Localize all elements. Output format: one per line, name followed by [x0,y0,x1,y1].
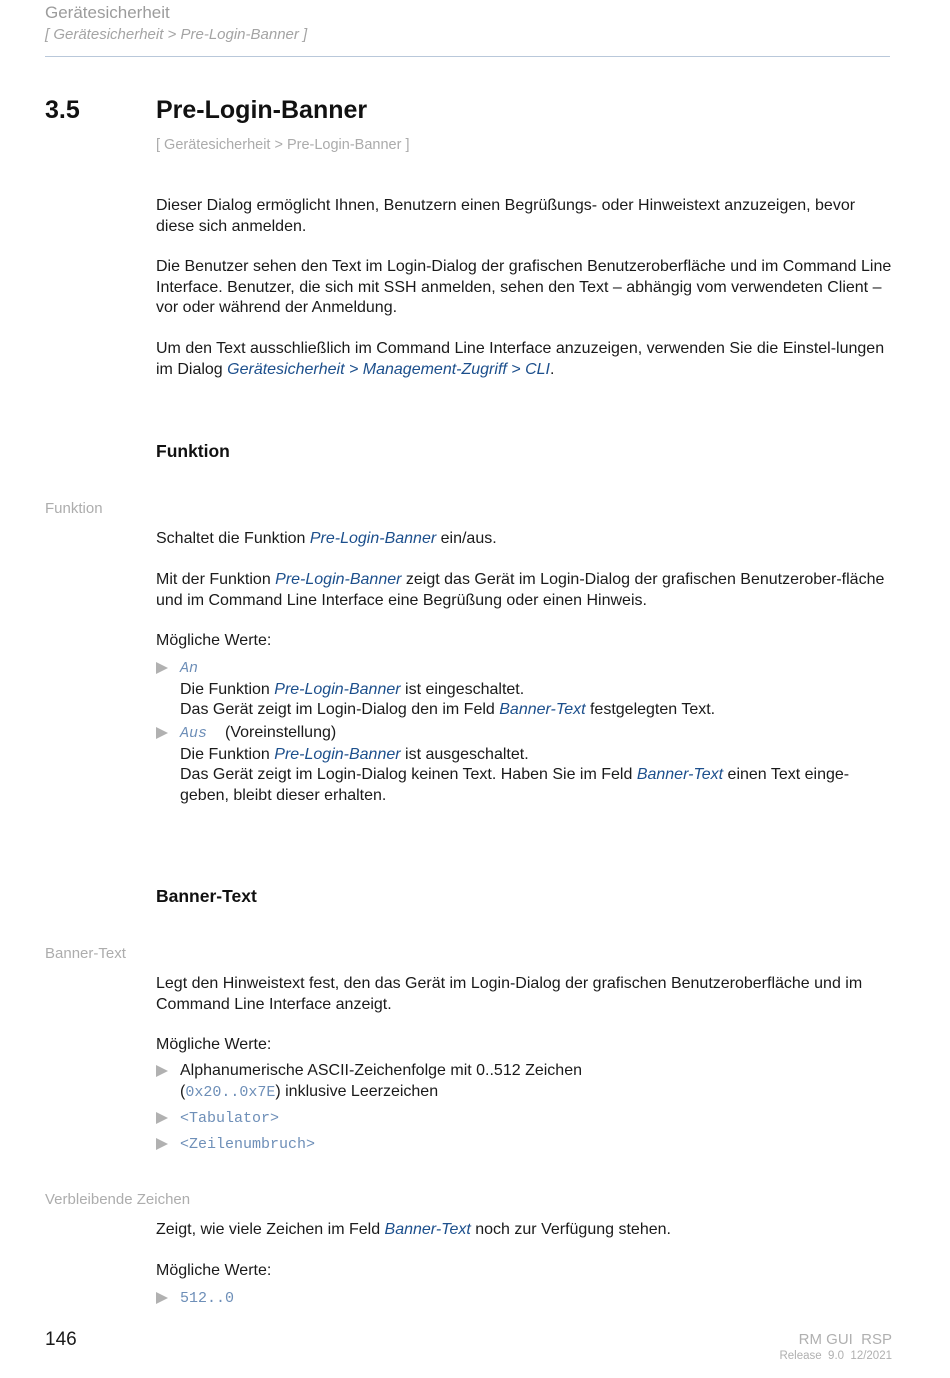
remaining-side-label: Verbleibende Zeichen [45,1191,191,1208]
funktion-paragraph-2 [156,570,896,611]
an-line-1: Die Funktion [180,680,275,698]
default-note: (Voreinstellung) [225,724,337,741]
running-header-title: Gerätesicherheit [45,3,170,22]
banner-text-link[interactable]: Banner-Text [499,701,586,718]
funktion-values-label: Mögliche Werte: [156,632,272,649]
pre-login-banner-link[interactable]: Pre-Login-Banner [274,680,401,698]
intro-paragraph-3 [156,339,896,380]
ascii-line-1: Alphanumerische ASCII-Zeichenfolge mit 0..512 Zeichen [180,1062,582,1079]
banner-text-paragraph: Legt den Hinweistext fest, den das Gerät im Login-Dialog der grafischen Benutzeroberfläche und im Command Line Interface anzeigt. [156,975,863,1013]
cli-dialog-link[interactable]: Gerätesicherheit > Management-Zugriff > CLI [227,360,550,378]
triangle-bullet-icon [156,1292,168,1304]
intro-paragraph-3-text: Um den Text ausschließlich im Command Line Interface anzuzeigen, verwenden Sie die Einstel-lungen im Dialog [156,340,885,378]
paren-open: ( [180,1082,186,1100]
pre-login-banner-link[interactable]: Pre-Login-Banner [309,530,437,547]
aus-line-1: Die Funktion [180,745,275,763]
triangle-bullet-icon [156,1065,168,1077]
list-item-zeilenumbruch [156,1134,896,1156]
intro-paragraph-1: Dieser Dialog ermöglicht Ihnen, Benutzern einen Begrüßungs- oder Hinweistext anzuzeigen, bevor diese sich anmelden. [156,197,856,235]
section-number: 3.5 [45,96,80,124]
funktion-side-label: Funktion [45,500,103,517]
pre-login-banner-link[interactable]: Pre-Login-Banner [275,571,402,588]
intro-paragraph-3-end: . [549,360,555,378]
remaining-text: Zeigt, wie viele Zeichen im Feld [156,1221,385,1238]
aus-line-1-end: ist ausgeschaltet. [400,745,529,763]
funktion-p2-text: Mit der Funktion [156,571,276,588]
value-tabulator: <Tabulator> [180,1110,280,1127]
banner-text-values-label: Mögliche Werte: [156,1036,272,1053]
list-item-tabulator [156,1108,896,1130]
list-item-aus [156,723,896,806]
intro-paragraph-2: Die Benutzer sehen den Text im Login-Dialog der grafischen Benutzeroberfläche und im Command Line Interface. Benutzer, die sich mit SSH anmelden, sehen den Text – abhängig vom verwendeten Client – vor oder während der Anmeldung. [156,258,892,316]
value-range: 512..0 [180,1290,235,1307]
list-item-range [156,1288,896,1310]
triangle-bullet-icon [156,1138,168,1150]
remaining-text-end: noch zur Verfügung stehen. [470,1221,671,1238]
footer-release: Release 9.0 12/2021 [779,1350,892,1362]
section-title: Pre-Login-Banner [156,96,368,124]
triangle-bullet-icon [156,662,168,674]
ascii-line-2: ) inklusive Leerzeichen [275,1082,439,1100]
list-item-an [156,658,896,721]
footer-doc-name: RM GUI RSP [798,1331,892,1348]
funktion-paragraph-1 [156,529,896,550]
running-header-breadcrumb: [ Gerätesicherheit > Pre-Login-Banner ] [45,26,308,43]
aus-line-2-end: einen Text einge-geben, bleibt dieser erhalten. [180,766,850,804]
funktion-heading: Funktion [156,441,230,461]
value-an: An [180,660,199,677]
banner-text-link[interactable]: Banner-Text [384,1221,471,1238]
funktion-p1-end: ein/aus. [436,530,497,547]
aus-line-2: Das Gerät zeigt im Login-Dialog keinen Text. Haben Sie im Feld [180,766,637,783]
an-line-2-end: festgelegten Text. [585,701,716,718]
banner-text-side-label: Banner-Text [45,945,126,962]
funktion-p2-end: zeigt das Gerät im Login-Dialog der grafischen Benutzerober-fläche und im Command Line Interface eine Begrüßung oder einen Hinweis. [156,571,885,609]
section-breadcrumb: [ Gerätesicherheit > Pre-Login-Banner ] [156,137,410,153]
banner-text-link[interactable]: Banner-Text [636,766,724,783]
value-aus: Aus [180,725,208,742]
funktion-p1-text: Schaltet die Funktion [156,530,310,547]
pre-login-banner-link[interactable]: Pre-Login-Banner [274,745,401,763]
banner-text-heading: Banner-Text [156,886,257,906]
triangle-bullet-icon [156,1112,168,1124]
an-line-1-end: ist eingeschaltet. [400,680,525,698]
remaining-paragraph [156,1220,896,1241]
header-divider [45,56,890,57]
an-line-2: Das Gerät zeigt im Login-Dialog den im Feld [180,701,500,718]
triangle-bullet-icon [156,727,168,739]
ascii-range-code: 0x20..0x7E [185,1083,276,1101]
remaining-values-label: Mögliche Werte: [156,1262,272,1279]
value-zeilenumbruch: <Zeilenumbruch> [180,1136,316,1153]
page-number: 146 [45,1329,77,1350]
list-item-ascii [156,1061,896,1103]
